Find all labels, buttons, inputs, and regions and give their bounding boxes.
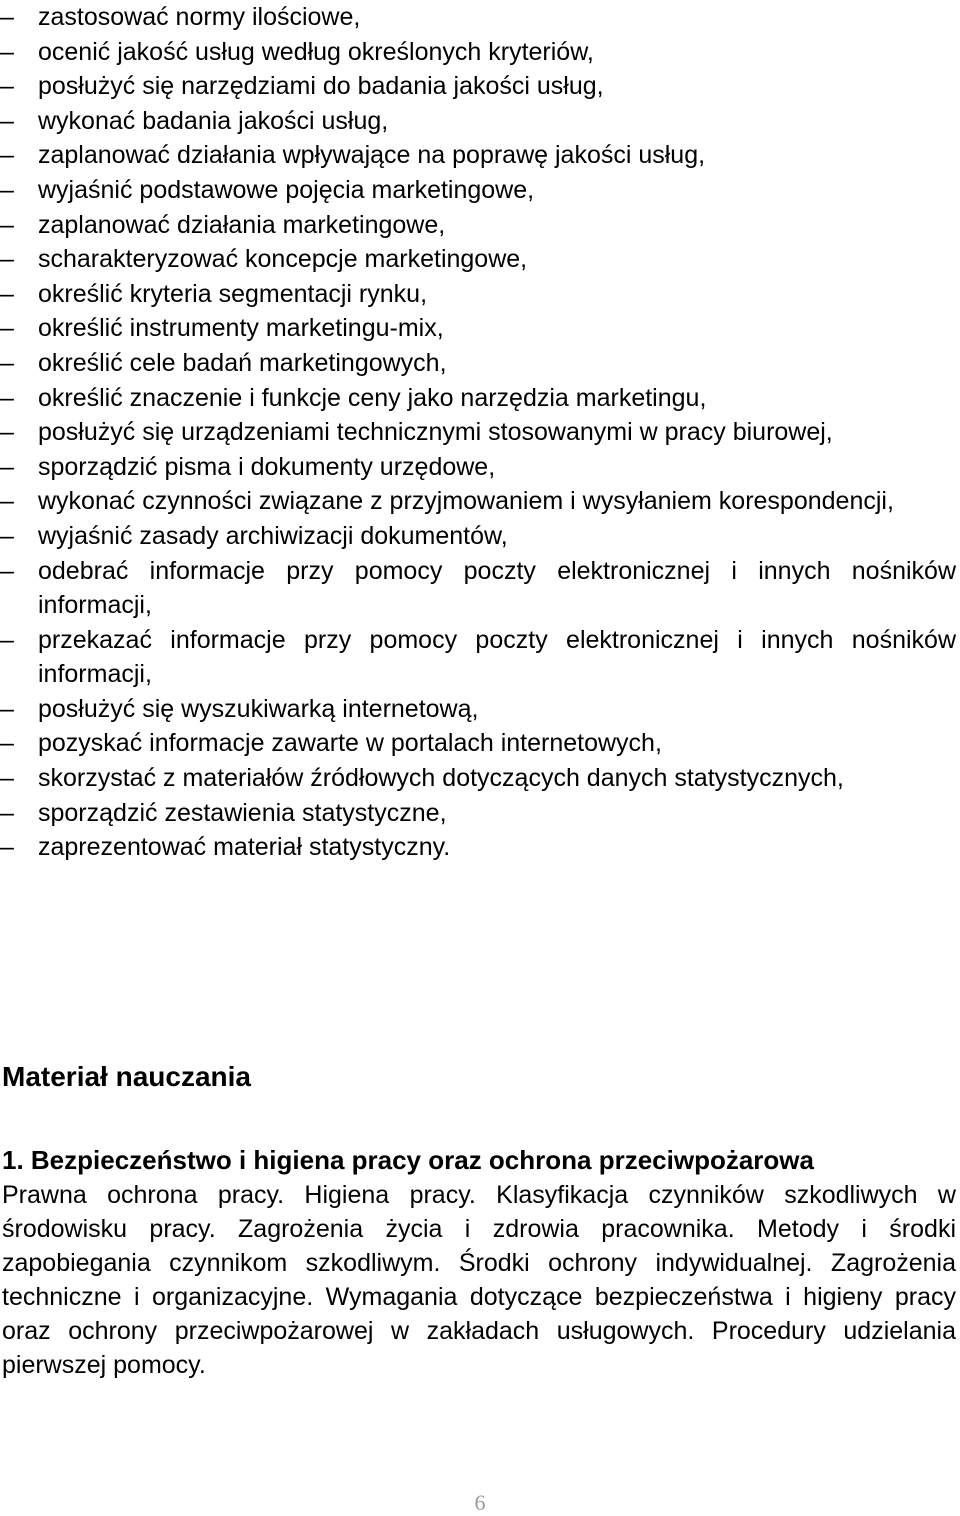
dash-bullet: – [0,3,14,31]
list-item [0,623,956,692]
list-item-text: posłużyć się urządzeniami technicznymi stosowanymi w pracy biurowej, [38,418,833,447]
dash-bullet: – [0,625,14,654]
list-item-text: posłużyć się narzędziami do badania jakości usług, [38,72,604,101]
list-item [0,311,956,346]
list-item-text: zaplanować działania marketingowe, [38,210,446,239]
dash-bullet: – [0,348,14,377]
dash-bullet: – [0,314,14,343]
section-1 [2,1142,956,1382]
list-item-text: wykonać czynności związane z przyjmowaniem i wysyłaniem korespondencji, [38,487,894,516]
list-item [0,35,956,70]
list-item [0,173,956,208]
list-item-text: określić kryteria segmentacji rynku, [38,279,428,308]
dash-bullet: – [0,37,14,66]
dash-bullet: – [0,106,14,135]
list-item-text: wyjaśnić zasady archiwizacji dokumentów, [38,521,508,550]
list-item-text: zaplanować działania wpływające na poprawę jakości usług, [38,141,706,170]
section-1-body: Prawna ochrona pracy. Higiena pracy. Klasyfikacja czynników szkodliwych w środowisku pracy. Zagrożenia życia i zdrowia pracownika. Metody i środki zapobiegania czynnikom szkodliwym. Środki ochrony indywidualnej. Zagrożenia techniczne i organizacyjne. Wymagania dotyczące bezpieczeństwa i higieny pracy oraz ochrony przeciwpożarowej w zakładach usługowych. Procedury udzielania pierwszej pomocy. [2,1181,956,1379]
list-item [0,726,956,761]
dash-bullet: – [0,141,14,170]
dash-bullet: – [0,245,14,274]
page-number: 6 [474,1490,486,1515]
list-item-text: zastosować normy ilościowe, [38,3,361,31]
list-item [0,69,956,104]
list-item-text: wyjaśnić podstawowe pojęcia marketingowe, [38,175,535,204]
dash-bullet: – [0,487,14,516]
list-item-text: zaprezentować materiał statystyczny. [38,833,451,862]
dash-bullet: – [0,764,14,793]
dash-bullet: – [0,279,14,308]
list-item-text: skorzystać z materiałów źródłowych dotyczących danych statystycznych, [38,764,844,793]
list-item [0,519,956,554]
list-item [0,761,956,796]
list-item [0,208,956,243]
dash-bullet: – [0,72,14,101]
list-item-text: określić instrumenty marketingu-mix, [38,314,444,343]
dash-bullet: – [0,418,14,447]
list-item-text: przekazać informacje przy pomocy poczty elektronicznej i innych nośników informacji, [38,625,956,689]
list-item [0,381,956,416]
list-item [0,104,956,139]
list-item [0,830,956,865]
section-heading: Materiał nauczania [2,1061,251,1092]
list-item-text: sporządzić zestawienia statystyczne, [38,798,447,827]
list-item [0,484,956,519]
dash-bullet: – [0,452,14,481]
list-item [0,277,956,312]
list-item [0,242,956,277]
list-item-text: określić cele badań marketingowych, [38,348,447,377]
dash-bullet: – [0,175,14,204]
list-item-text: posłużyć się wyszukiwarką internetową, [38,694,479,723]
dash-bullet: – [0,556,14,585]
list-item-text: określić znaczenie i funkcje ceny jako narzędzia marketingu, [38,383,707,412]
list-item [0,450,956,485]
list-item-text: ocenić jakość usług według określonych kryteriów, [38,37,594,66]
list-item-text: odebrać informacje przy pomocy poczty elektronicznej i innych nośników informacji, [38,556,956,620]
dash-bullet: – [0,521,14,550]
section-1-title: 1. Bezpieczeństwo i higiena pracy oraz ochrona przeciwpożarowa [2,1145,814,1175]
list-item-text: wykonać badania jakości usług, [38,106,389,135]
list-item [0,346,956,381]
dash-bullet: – [0,694,14,723]
list-item [0,138,956,173]
list-item [0,0,956,35]
list-item-text: scharakteryzować koncepcje marketingowe, [38,245,528,274]
dash-bullet: – [0,210,14,239]
list-item-text: pozyskać informacje zawarte w portalach internetowych, [38,729,662,758]
list-item-text: sporządzić pisma i dokumenty urzędowe, [38,452,496,481]
list-item [0,796,956,831]
list-item [0,692,956,727]
dash-bullet: – [0,798,14,827]
dash-bullet: – [0,833,14,862]
dash-bullet: – [0,729,14,758]
list-item [0,554,956,623]
list-item [0,415,956,450]
dash-bullet: – [0,383,14,412]
